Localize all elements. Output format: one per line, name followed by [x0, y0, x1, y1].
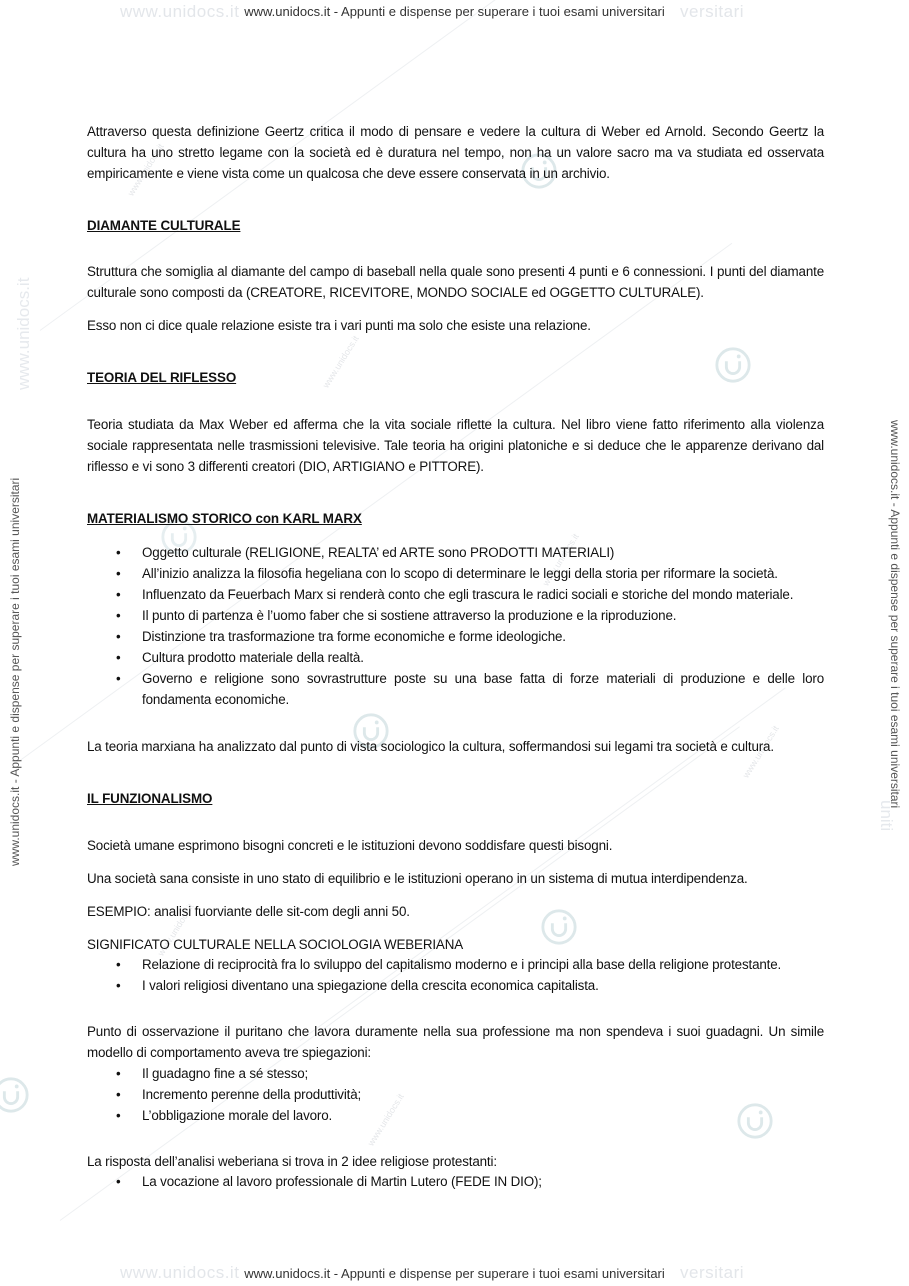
bullet-icon: •	[116, 587, 121, 602]
watermark-ghost-text: www.unidocs.it	[120, 1263, 240, 1282]
watermark-ghost-text: www.unidocs.it	[320, 333, 361, 390]
list-item: • Oggetto culturale (RELIGIONE, REALTA’ ed ARTE sono PRODOTTI MATERIALI)	[87, 542, 824, 563]
funzionalismo-paragraph-1: Società umane esprimono bisogni concreti e le istituzioni devono soddisfare questi bisogni.	[87, 838, 613, 854]
bullet-icon: •	[116, 566, 121, 581]
heading-materialismo-storico: MATERIALISMO STORICO con KARL MARX	[87, 511, 362, 526]
bullet-icon: •	[116, 1087, 121, 1102]
list-item: • L’obbligazione morale del lavoro.	[87, 1105, 824, 1126]
watermark-ghost-text: www.unidocs.it	[740, 723, 781, 780]
funzionalismo-example: ESEMPIO: analisi fuorviante delle sit-com degli anni 50.	[87, 904, 410, 920]
unidocs-logo-icon	[714, 346, 752, 384]
watermark-ghost-text: versitari	[680, 2, 745, 21]
bullet-icon: •	[116, 1108, 121, 1123]
list-item: • La vocazione al lavoro professionale di Martin Lutero (FEDE IN DIO);	[87, 1171, 824, 1192]
diamante-paragraph-2: Esso non ci dice quale relazione esiste tra i vari punti ma solo che esiste una relazione.	[87, 318, 591, 334]
unidocs-logo-icon	[0, 1076, 30, 1114]
bullet-icon: •	[116, 671, 121, 686]
spiegazioni-bullet-list	[87, 1063, 824, 1126]
watermark-footer: www.unidocs.it - Appunti e dispense per superare i tuoi esami universitari	[244, 1266, 665, 1281]
watermark-ghost-text: uniti	[877, 800, 896, 832]
bullet-icon: •	[116, 650, 121, 665]
watermark-ghost-text: www.unidocs.it	[155, 901, 196, 958]
intro-paragraph: Attraverso questa definizione Geertz critica il modo di pensare e vedere la cultura di Weber ed Arnold. Secondo Geertz la cultura ha uno stretto legame con la società ed è duratura nel tempo, non ha un valore sacro ma va studiata ed osservata empiricamente e viene vista come un qualcosa che deve essere conservata in un archivio.	[87, 124, 824, 182]
watermark-ghost-text: www.unidocs.it	[540, 531, 581, 588]
heading-il-funzionalismo: IL FUNZIONALISMO	[87, 791, 213, 806]
heading-diamante-culturale: DIAMANTE CULTURALE	[87, 218, 241, 233]
list-item: • Il punto di partenza è l’uomo faber che si sostiene attraverso la produzione e la riproduzione.	[87, 605, 824, 626]
materialismo-closing-paragraph: La teoria marxiana ha analizzato dal punto di vista sociologico la cultura, soffermandosi sui legami tra società e cultura.	[87, 739, 774, 755]
watermark-ghost-text: www.unidocs.it	[120, 2, 240, 21]
watermark-ghost-text: www.unidocs.it	[365, 1091, 406, 1148]
list-item: • Relazione di reciprocità fra lo sviluppo del capitalismo moderno e i principi alla base della religione protestante.	[87, 954, 824, 975]
watermark-ghost-text: www.unidocs.it	[14, 277, 33, 390]
heading-teoria-del-riflesso: TEORIA DEL RIFLESSO	[87, 370, 237, 385]
funzionalismo-subheading: SIGNIFICATO CULTURALE NELLA SOCIOLOGIA WEBERIANA	[87, 937, 464, 953]
watermark-ghost-text: versitari	[680, 1263, 745, 1282]
list-item: • Cultura prodotto materiale della realtà.	[87, 647, 824, 668]
bullet-icon: •	[116, 545, 121, 560]
puritano-paragraph: Punto di osservazione il puritano che lavora duramente nella sua professione ma non spendeva i suoi guadagni. Un simile modello di comportamento aveva tre spiegazioni:	[87, 1024, 824, 1061]
bullet-icon: •	[116, 608, 121, 623]
bullet-icon: •	[116, 629, 121, 644]
bullet-icon: •	[116, 1066, 121, 1081]
bullet-icon: •	[116, 957, 121, 972]
list-item: • All’inizio analizza la filosofia hegeliana con lo scopo di determinare le leggi della storia per riformare la società.	[87, 563, 824, 584]
bullet-icon: •	[116, 978, 121, 993]
bullet-icon: •	[116, 1174, 121, 1189]
watermark-side-right: www.unidocs.it - Appunti e dispense per superare i tuoi esami universitari	[888, 420, 902, 809]
list-item: • Governo e religione sono sovrastrutture poste su una base fatta di forze materiali di produzione e delle loro fondamenta economiche.	[87, 668, 824, 710]
funzionalismo-paragraph-2: Una società sana consiste in uno stato di equilibrio e le istituzioni operano in un sistema di mutua interdipendenza.	[87, 871, 748, 887]
diamante-paragraph-1: Struttura che somiglia al diamante del campo di baseball nella quale sono presenti 4 punti e 6 connessioni. I punti del diamante culturale sono composti da (CREATORE, RICEVITORE, MONDO SOCIALE ed OGGETTO CULTURALE).	[87, 264, 824, 301]
watermark-header: www.unidocs.it - Appunti e dispense per superare i tuoi esami universitari	[244, 4, 665, 19]
list-item: • Distinzione tra trasformazione tra forme economiche e forme ideologiche.	[87, 626, 824, 647]
materialismo-bullet-list	[87, 542, 824, 710]
list-item: • I valori religiosi diventano una spiegazione della crescita economica capitalista.	[87, 975, 824, 996]
idee-bullet-list	[87, 1171, 824, 1192]
list-item: • Incremento perenne della produttività;	[87, 1084, 824, 1105]
watermark-side-left: www.unidocs.it - Appunti e dispense per superare i tuoi esami universitari	[8, 477, 22, 866]
list-item: • Il guadagno fine a sé stesso;	[87, 1063, 824, 1084]
riflesso-paragraph: Teoria studiata da Max Weber ed afferma che la vita sociale riflette la cultura. Nel libro viene fatto riferimento alla violenza sociale rappresentata nelle trasmissioni televisive. Tale teoria ha origini platoniche e si deduce che le apparenze derivano dal riflesso e vi sono 3 differenti creatori (DIO, ARTIGIANO e PITTORE).	[87, 417, 824, 475]
risposta-paragraph: La risposta dell’analisi weberiana si trova in 2 idee religiose protestanti:	[87, 1154, 497, 1170]
list-item: • Influenzato da Feuerbach Marx si renderà conto che egli trascura le radici sociali e storiche del mondo materiale.	[87, 584, 824, 605]
watermark-ghost-text: www.unidocs.it	[125, 141, 166, 198]
weber-bullet-list	[87, 954, 824, 996]
